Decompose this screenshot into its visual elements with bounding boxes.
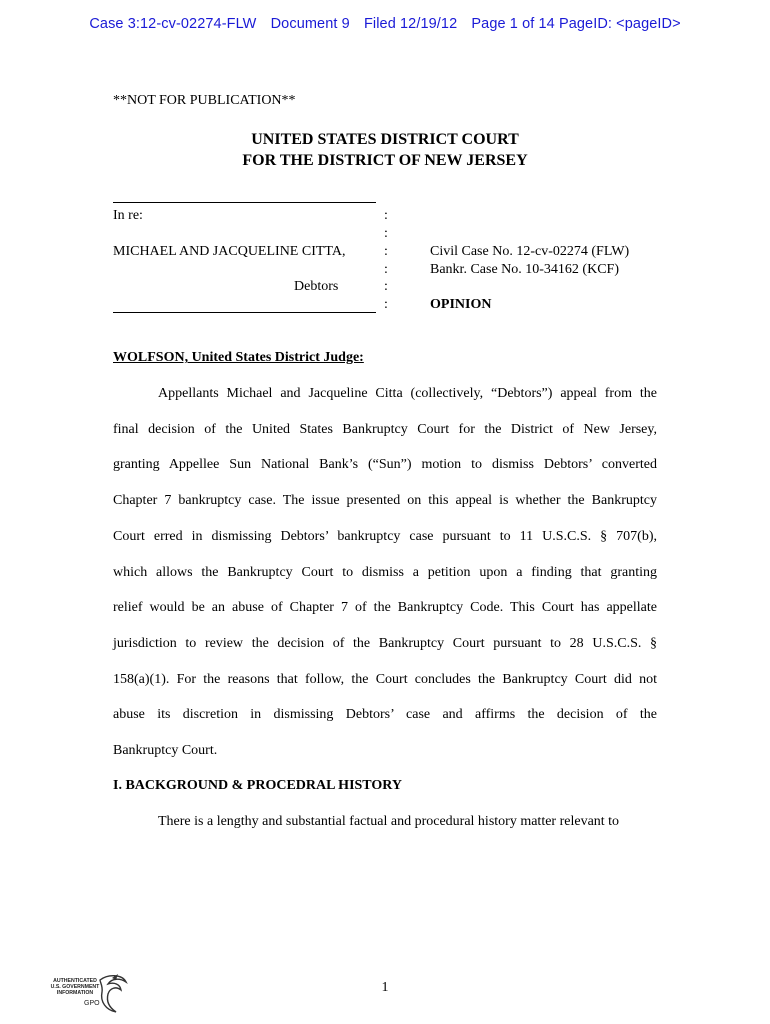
caption-colon: : [384,226,388,241]
caption-debtors-label: Debtors [294,279,339,294]
bankruptcy-case-number: Bankr. Case No. 10-34162 (KCF) [430,262,619,277]
ecf-page-info: Page 1 of 14 PageID: <pageID> [471,16,681,32]
opinion-paragraph-2 [113,804,657,840]
gpo-logo-text: AUTHENTICATED U.S. GOVERNMENT INFORMATION [50,978,100,996]
text-line: Appellants Michael and Jacqueline Citta (collectively, “Debtors”) appeal from the [158,386,657,401]
caption-colon: : [384,208,388,223]
gpo-authenticated-logo [44,972,134,1016]
caption-in-re: In re: [113,208,143,223]
ecf-case-number: Case 3:12-cv-02274-FLW [89,16,257,32]
text-line: which allows the Bankruptcy Court to dismiss a petition upon a finding that granting [113,564,657,580]
judge-heading: WOLFSON, United States District Judge: [113,350,364,365]
caption-colon: : [384,262,388,277]
caption-colon: : [384,279,388,294]
page-number: 1 [381,980,389,995]
ecf-document-number: Document 9 [270,16,350,32]
section-heading: I. BACKGROUND & PROCEDRAL HISTORY [113,778,403,793]
not-for-publication: **NOT FOR PUBLICATION** [113,93,296,108]
gpo-logo-label: GPO [84,1000,100,1007]
document-type: OPINION [430,297,492,312]
text-line: Court erred in dismissing Debtors’ bankruptcy case pursuant to 11 U.S.C.S. § 707(b), [113,528,657,544]
text-line: relief would be an abuse of Chapter 7 of the Bankruptcy Code. This Court has appellate [113,600,657,616]
court-title [0,129,770,171]
text-line: 158(a)(1). For the reasons that follow, the Court concludes the Bankruptcy Court did not [113,671,657,687]
text-line: There is a lengthy and substantial factual and procedural history matter relevant to [158,814,620,829]
text-line: final decision of the United States Bankruptcy Court for the District of New Jersey, [113,421,657,437]
caption-parties: MICHAEL AND JACQUELINE CITTA, [113,244,346,259]
opinion-paragraph-1 [113,376,657,769]
ecf-header [0,16,770,32]
ecf-filed-date: Filed 12/19/12 [363,16,458,32]
caption-colon: : [384,244,388,259]
court-title-line2: FOR THE DISTRICT OF NEW JERSEY [242,152,528,169]
court-title-line1: UNITED STATES DISTRICT COURT [251,131,519,148]
text-line: Bankruptcy Court. [113,743,218,759]
text-line: abuse its discretion in dismissing Debtors’ case and affirms the decision of the [113,707,657,723]
eagle-icon [94,972,130,1014]
caption-colon: : [384,297,388,312]
caption-rule-bottom [113,312,376,313]
text-line: jurisdiction to review the decision of the Bankruptcy Court pursuant to 28 U.S.C.S. § [113,635,657,651]
text-line: granting Appellee Sun National Bank’s (“Sun”) motion to dismiss Debtors’ converted [113,457,657,473]
text-line: Chapter 7 bankruptcy case. The issue presented on this appeal is whether the Bankruptcy [113,493,657,509]
caption-rule-top [113,202,376,203]
civil-case-number: Civil Case No. 12-cv-02274 (FLW) [430,244,630,259]
